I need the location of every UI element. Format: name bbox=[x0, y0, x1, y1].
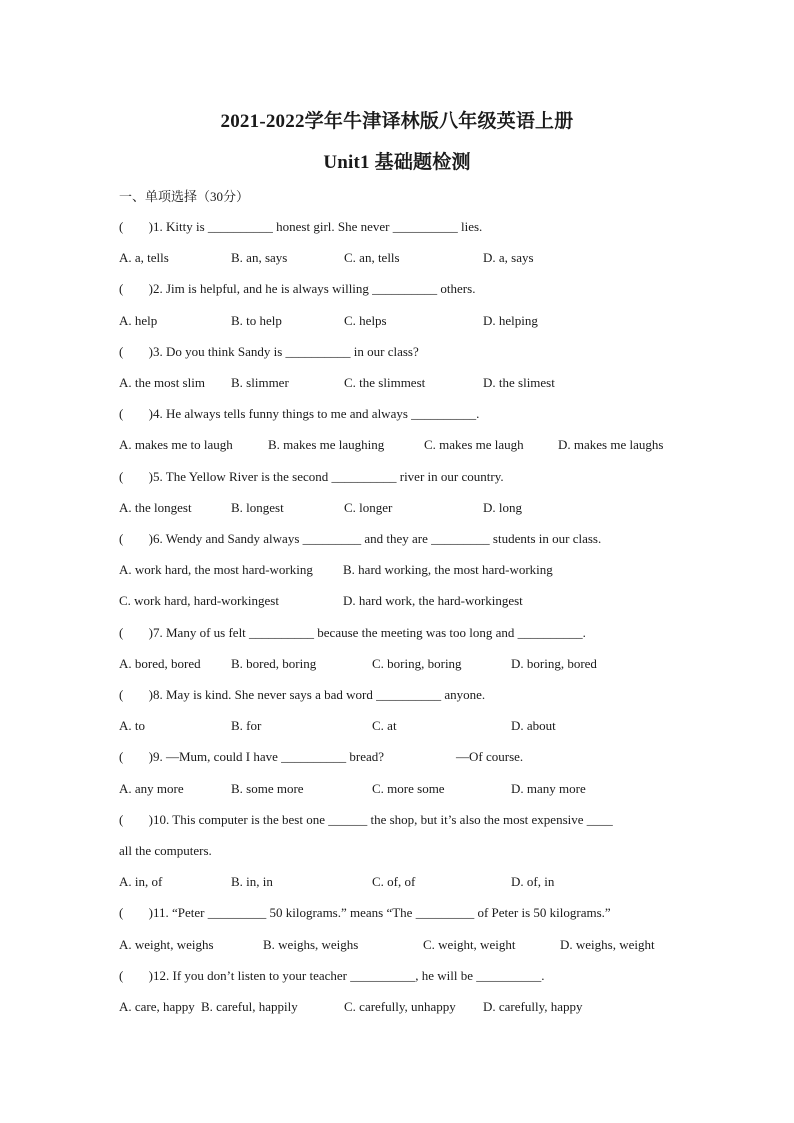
question-2 bbox=[119, 281, 475, 297]
answer-blank bbox=[119, 749, 153, 765]
options-9 bbox=[119, 781, 679, 797]
option-b: B. weighs, weighs bbox=[263, 937, 359, 952]
option-d: D. a, says bbox=[483, 250, 534, 265]
option-d: D. carefully, happy bbox=[483, 999, 583, 1014]
option-d: D. about bbox=[511, 718, 556, 733]
option-a: A. bored, bored bbox=[119, 656, 201, 671]
option-a: A. work hard, the most hard-working bbox=[119, 562, 313, 577]
option-c: C. carefully, unhappy bbox=[344, 999, 456, 1014]
question-9 bbox=[119, 749, 679, 765]
option-a: A. help bbox=[119, 313, 158, 328]
option-d: D. of, in bbox=[511, 874, 555, 889]
question-1 bbox=[119, 219, 482, 235]
answer-blank bbox=[119, 406, 153, 422]
question-text: 4. He always tells funny things to me and always __________. bbox=[153, 406, 480, 421]
question-10-continuation: all the computers. bbox=[119, 843, 212, 858]
question-text: 7. Many of us felt __________ because the meeting was too long and __________. bbox=[153, 625, 586, 640]
option-d: D. boring, bored bbox=[511, 656, 597, 671]
option-b: B. an, says bbox=[231, 250, 288, 265]
option-b: B. for bbox=[231, 718, 262, 733]
option-c: C. at bbox=[372, 718, 397, 733]
option-a: A. weight, weighs bbox=[119, 937, 214, 952]
option-a: A. care, happy bbox=[119, 999, 195, 1014]
answer-blank bbox=[119, 905, 153, 921]
option-c: C. an, tells bbox=[344, 250, 400, 265]
options-2 bbox=[119, 313, 679, 329]
option-b: B. hard working, the most hard-working bbox=[343, 562, 553, 577]
option-b: B. careful, happily bbox=[201, 999, 298, 1014]
option-b: B. longest bbox=[231, 500, 284, 515]
options-12 bbox=[119, 999, 679, 1015]
section-heading: 一、单项选择（30分） bbox=[119, 189, 250, 204]
option-c: C. boring, boring bbox=[372, 656, 462, 671]
question-text: 11. “Peter _________ 50 kilograms.” means “The _________ of Peter is 50 kilograms.” bbox=[153, 905, 611, 920]
answer-blank bbox=[119, 344, 153, 360]
question-12 bbox=[119, 968, 545, 984]
options-6a bbox=[119, 562, 679, 578]
option-d: D. helping bbox=[483, 313, 538, 328]
option-a: A. the most slim bbox=[119, 375, 205, 390]
answer-blank bbox=[119, 281, 153, 297]
document-title: 2021-2022学年牛津译林版八年级英语上册 bbox=[220, 111, 574, 132]
question-text: 6. Wendy and Sandy always _________ and they are _________ students in our class. bbox=[153, 531, 602, 546]
question-text: 12. If you don’t listen to your teacher __________, he will be __________. bbox=[153, 968, 545, 983]
option-b: B. some more bbox=[231, 781, 304, 796]
option-d: D. makes me laughs bbox=[558, 437, 664, 452]
option-a: A. makes me to laugh bbox=[119, 437, 233, 452]
question-7 bbox=[119, 625, 586, 641]
options-4 bbox=[119, 437, 679, 453]
answer-blank bbox=[119, 812, 153, 828]
option-c: C. longer bbox=[344, 500, 393, 515]
option-a: A. the longest bbox=[119, 500, 192, 515]
answer-blank bbox=[119, 968, 153, 984]
options-6b bbox=[119, 593, 679, 609]
options-5 bbox=[119, 500, 679, 516]
question-8 bbox=[119, 687, 485, 703]
question-text: 9. —Mum, could I have __________ bread? bbox=[153, 749, 385, 764]
option-d: D. long bbox=[483, 500, 522, 515]
options-11 bbox=[119, 937, 679, 953]
options-8 bbox=[119, 718, 679, 734]
option-b: B. to help bbox=[231, 313, 282, 328]
question-text: 5. The Yellow River is the second __________ river in our country. bbox=[153, 469, 504, 484]
answer-blank bbox=[119, 219, 153, 235]
option-d: D. hard work, the hard-workingest bbox=[343, 593, 523, 608]
option-b: B. bored, boring bbox=[231, 656, 317, 671]
option-d: D. many more bbox=[511, 781, 586, 796]
question-10 bbox=[119, 812, 613, 828]
answer-blank bbox=[119, 469, 153, 485]
option-c: C. helps bbox=[344, 313, 387, 328]
question-11 bbox=[119, 905, 611, 921]
question-reply: —Of course. bbox=[456, 749, 524, 764]
option-c: C. more some bbox=[372, 781, 445, 796]
option-d: D. weighs, weight bbox=[560, 937, 655, 952]
option-a: A. any more bbox=[119, 781, 184, 796]
options-3 bbox=[119, 375, 679, 391]
option-c: C. weight, weight bbox=[423, 937, 516, 952]
option-c: C. work hard, hard-workingest bbox=[119, 593, 279, 608]
question-3 bbox=[119, 344, 419, 360]
document-subtitle: Unit1 基础题检测 bbox=[323, 152, 471, 173]
options-1 bbox=[119, 250, 679, 266]
question-text: 3. Do you think Sandy is __________ in our class? bbox=[153, 344, 419, 359]
question-text: 10. This computer is the best one ______ the shop, but it’s also the most expensive ____ bbox=[153, 812, 613, 827]
option-c: C. makes me laugh bbox=[424, 437, 524, 452]
option-d: D. the slimest bbox=[483, 375, 555, 390]
option-b: B. slimmer bbox=[231, 375, 289, 390]
answer-blank bbox=[119, 625, 153, 641]
answer-blank bbox=[119, 531, 153, 547]
option-b: B. in, in bbox=[231, 874, 273, 889]
option-a: A. to bbox=[119, 718, 145, 733]
options-7 bbox=[119, 656, 679, 672]
option-a: A. a, tells bbox=[119, 250, 169, 265]
answer-blank bbox=[119, 687, 153, 703]
question-6 bbox=[119, 531, 601, 547]
option-b: B. makes me laughing bbox=[268, 437, 385, 452]
options-10 bbox=[119, 874, 679, 890]
option-c: C. the slimmest bbox=[344, 375, 426, 390]
question-5 bbox=[119, 469, 504, 485]
question-text: 1. Kitty is __________ honest girl. She never __________ lies. bbox=[153, 219, 483, 234]
option-c: C. of, of bbox=[372, 874, 416, 889]
question-4 bbox=[119, 406, 479, 422]
question-text: 8. May is kind. She never says a bad word __________ anyone. bbox=[153, 687, 486, 702]
question-text: 2. Jim is helpful, and he is always willing __________ others. bbox=[153, 281, 476, 296]
option-a: A. in, of bbox=[119, 874, 163, 889]
